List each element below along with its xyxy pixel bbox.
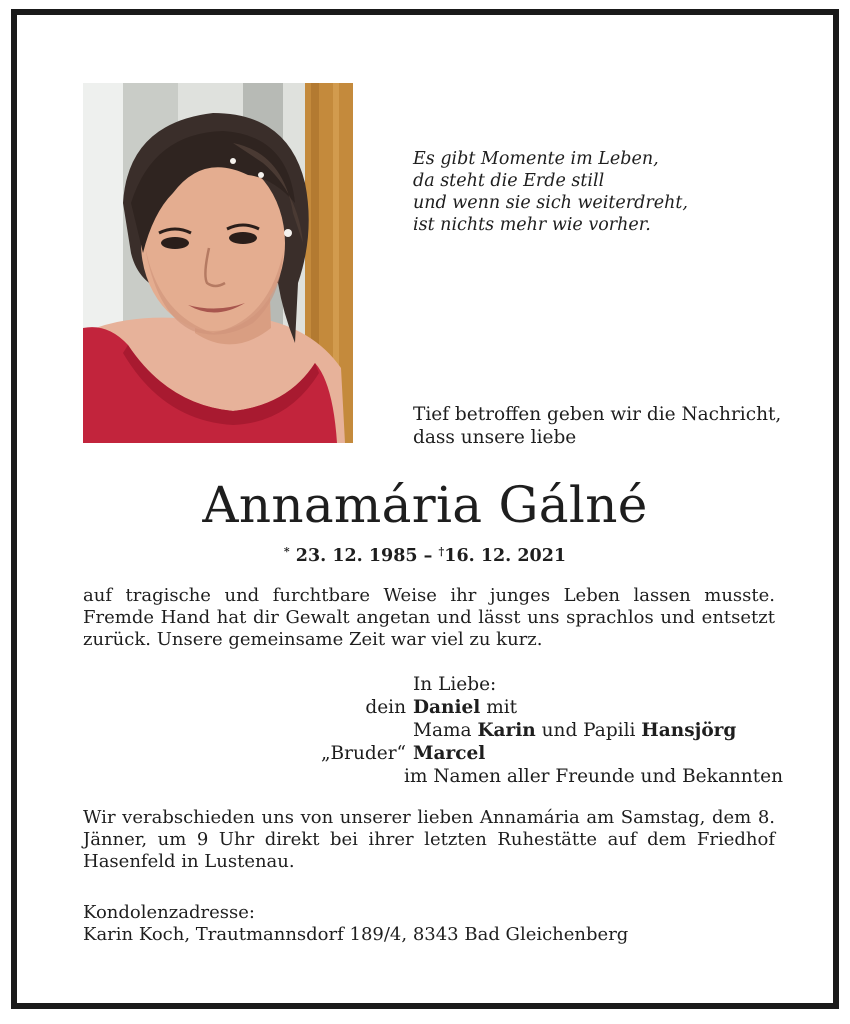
obituary-notice [11, 9, 839, 1009]
condolence-label: Kondolenzadresse: [83, 902, 255, 923]
mourner-name: Hansjörg [641, 720, 737, 741]
signature-row: dein Daniel mit [83, 696, 783, 719]
condolence-address [83, 902, 628, 946]
funeral-details-paragraph: Wir verabschieden uns von unserer lieben Annamária am Samstag, dem 8. Jänner, um 9 Uhr direkt bei ihrer letzten Ruhestätte auf dem Friedhof Hasenfeld in Lustenau. [83, 807, 775, 872]
signature-header: In Liebe: [413, 674, 497, 695]
announcement-intro [413, 403, 781, 449]
signature-header-row [83, 673, 783, 696]
signature-row [83, 765, 783, 788]
death-symbol: † [438, 545, 445, 558]
relation-label: „Bruder“ [320, 743, 406, 764]
mourner-name: Daniel [413, 697, 481, 718]
portrait-photo [83, 83, 353, 443]
quote-line: Es gibt Momente im Leben, [413, 149, 659, 169]
signature-row: Mama Karin und Papili Hansjörg [413, 720, 737, 741]
signature-footer: im Namen aller Freunde und Bekannten [404, 766, 783, 787]
signature-block [83, 673, 783, 788]
intro-line: dass unsere liebe [413, 427, 577, 448]
deceased-name: Annamária Gálné [202, 476, 648, 534]
portrait-image [83, 83, 353, 443]
birth-symbol: * [283, 545, 290, 558]
quote-line: ist nichts mehr wie vorher. [413, 215, 651, 235]
quote-line: und wenn sie sich weiterdreht, [413, 193, 688, 213]
memorial-quote [413, 148, 688, 236]
death-date: 16. 12. 2021 [444, 546, 567, 566]
intro-line: Tief betroffen geben wir die Nachricht, [413, 404, 782, 425]
relation-label: dein [365, 697, 406, 718]
mourner-name: Marcel [413, 743, 486, 764]
mourner-name: Karin [477, 720, 536, 741]
date-separator: – [417, 546, 439, 566]
life-dates [17, 541, 833, 567]
circumstances-paragraph: auf tragische und furchtbare Weise ihr junges Leben lassen musste. Fremde Hand hat dir Gewalt angetan und lässt uns sprachlos und entsetzt zurück. Unsere gemeinsame Zeit war viel zu kurz. [83, 585, 775, 650]
birth-date: 23. 12. 1985 [295, 546, 418, 566]
signature-row [83, 742, 783, 765]
condolence-address-line: Karin Koch, Trautmannsdorf 189/4, 8343 Bad Gleichenberg [83, 924, 629, 945]
quote-line: da steht die Erde still [413, 171, 605, 191]
